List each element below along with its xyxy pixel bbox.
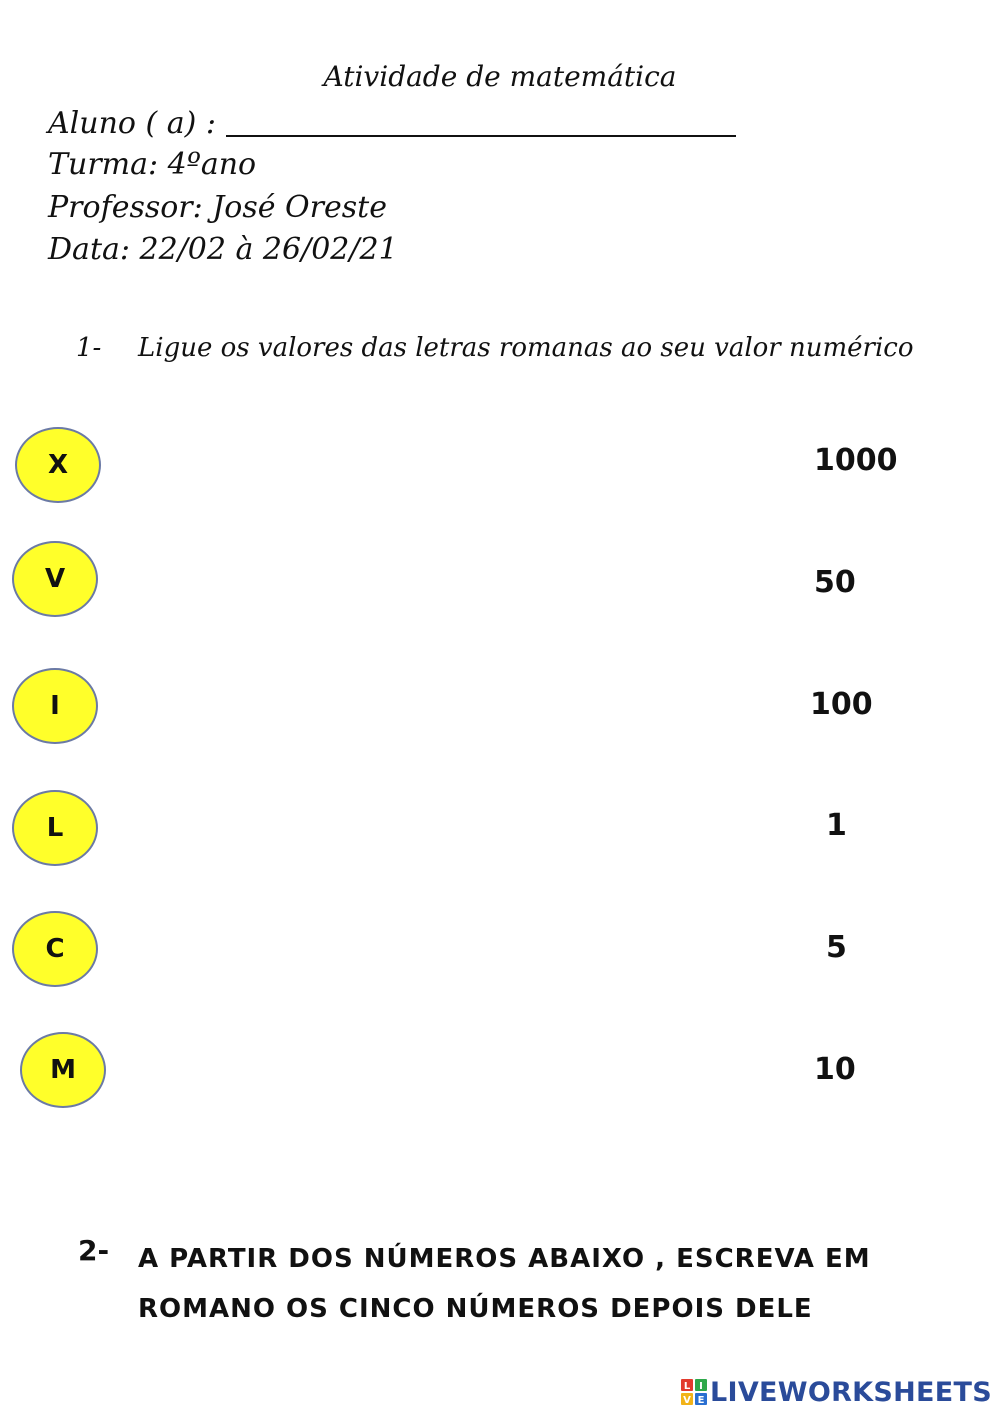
numeric-value-target[interactable]: 5	[826, 930, 847, 965]
numeric-value-target[interactable]: 1000	[814, 443, 898, 478]
liveworksheets-brand[interactable]	[681, 1375, 992, 1409]
teacher-line: Professor: José Oreste	[48, 190, 387, 225]
numeric-value-target[interactable]: 10	[814, 1052, 856, 1087]
logo-letter: I	[699, 1381, 703, 1392]
logo-letter: L	[683, 1381, 691, 1392]
student-name-row	[48, 106, 736, 141]
student-name-label: Aluno ( a) :	[48, 106, 216, 141]
logo-letter: V	[683, 1395, 691, 1405]
roman-letter-circle[interactable]: C	[12, 911, 98, 987]
roman-letter-circle[interactable]: X	[15, 427, 101, 503]
logo-letter: E	[697, 1395, 705, 1405]
numeric-value-target[interactable]: 1	[826, 808, 847, 843]
question-1-text: Ligue os valores das letras romanas ao seu valor numérico	[138, 333, 914, 363]
class-line: Turma: 4ºano	[48, 147, 257, 182]
roman-letter-circle[interactable]: L	[12, 790, 98, 866]
roman-letter-circle[interactable]: M	[20, 1032, 106, 1108]
numeric-value-target[interactable]: 50	[814, 565, 856, 600]
question-2-text: A PARTIR DOS NÚMEROS ABAIXO , ESCREVA EM ROMANO OS CINCO NÚMEROS DEPOIS DELE	[138, 1244, 871, 1324]
date-line: Data: 22/02 à 26/02/21	[48, 232, 398, 267]
roman-letter-circle[interactable]: V	[12, 541, 98, 617]
question-2-number: 2-	[78, 1234, 110, 1267]
worksheet-title: Atividade de matemática	[323, 60, 677, 93]
numeric-value-target[interactable]: 100	[810, 687, 873, 722]
brand-name: LIVEWORKSHEETS	[709, 1376, 992, 1408]
liveworksheets-logo-icon	[681, 1379, 707, 1405]
student-name-blank[interactable]	[226, 135, 736, 137]
question-1-number: 1-	[76, 333, 102, 363]
roman-letter-circle[interactable]: I	[12, 668, 98, 744]
